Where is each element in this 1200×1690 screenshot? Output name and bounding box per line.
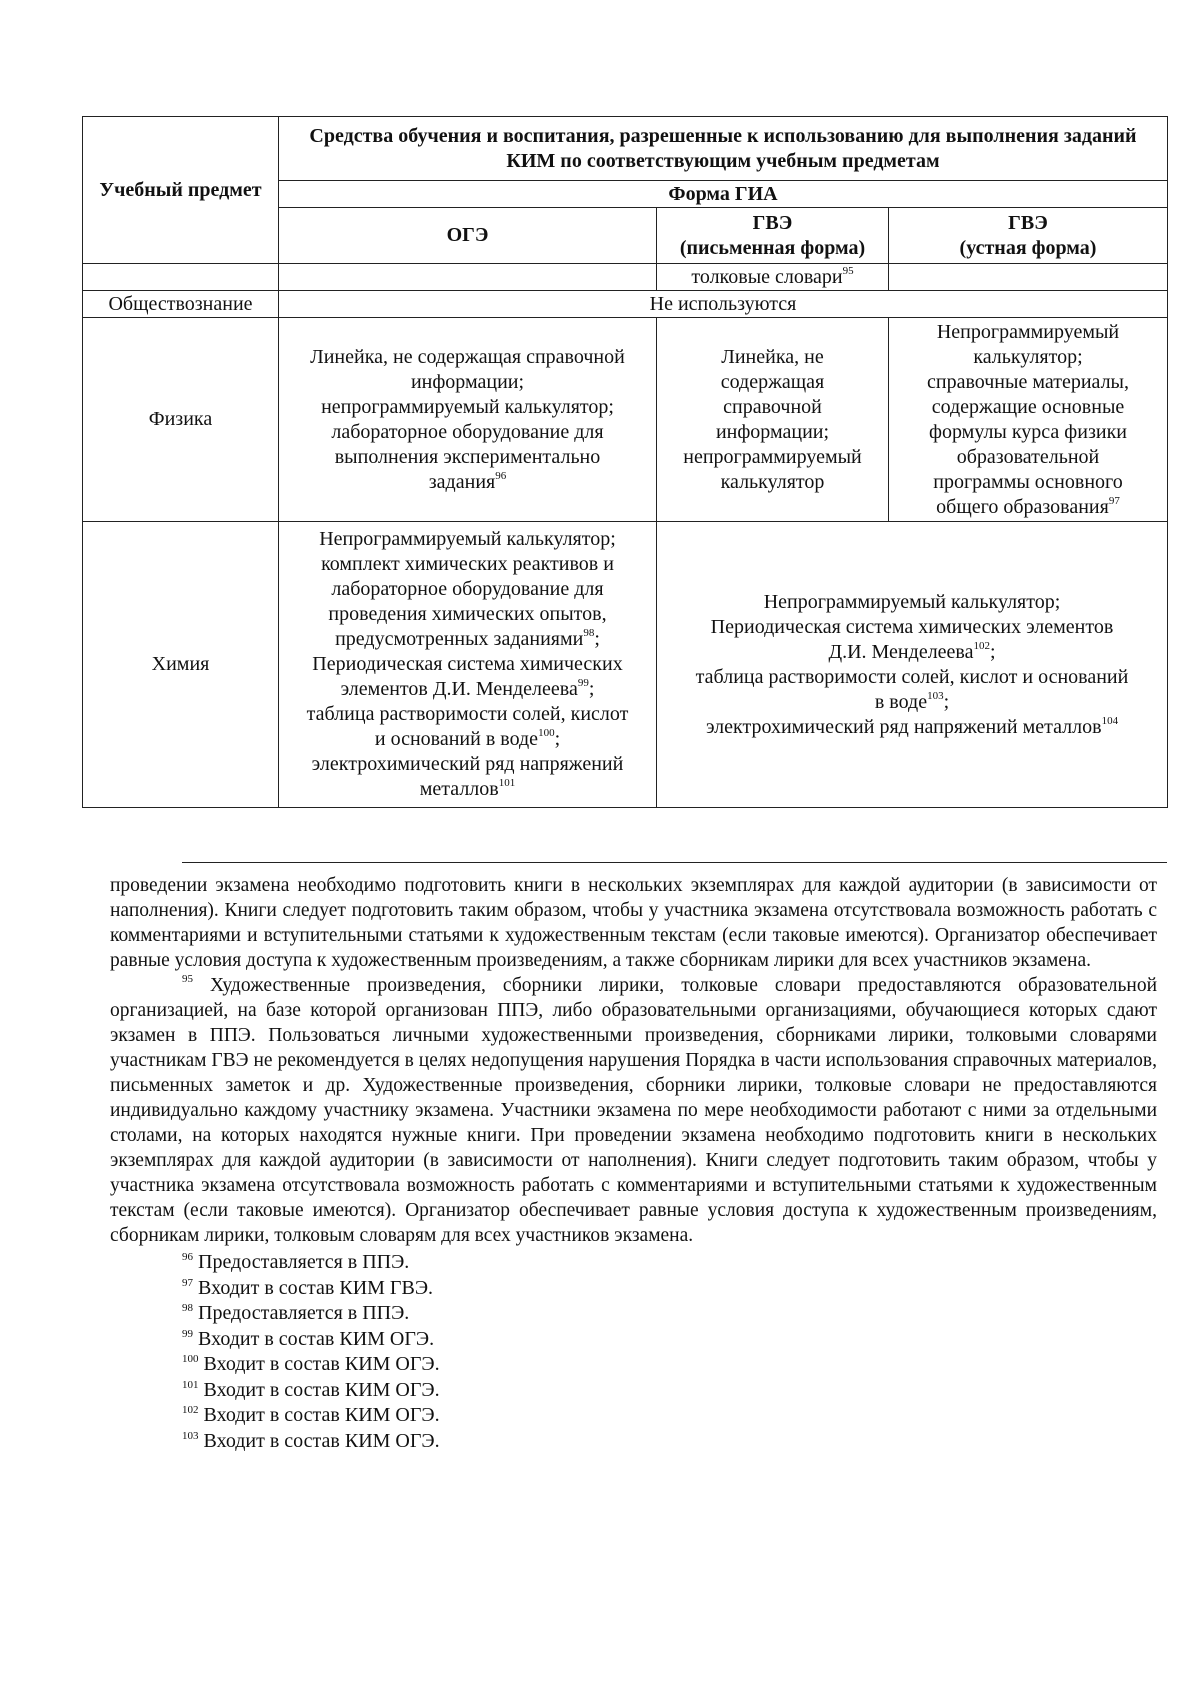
footnote-item <box>182 1403 1157 1429</box>
footnote-text: Входит в состав КИМ ОГЭ. <box>203 1378 440 1401</box>
footnote-item <box>182 1378 1157 1404</box>
footnote-number: 98 <box>182 1302 193 1314</box>
cell-line: программы основного <box>933 470 1123 493</box>
footnote-number: 99 <box>182 1327 193 1340</box>
header-gve-written-line2: (письменная форма) <box>679 236 866 259</box>
header-gve-oral <box>889 208 1168 264</box>
cell-line <box>285 677 650 702</box>
cell-subject: Химия <box>83 522 279 808</box>
cell-text: ; <box>943 690 950 713</box>
header-gve-oral-line2: (устная форма) <box>959 236 1097 259</box>
footnote-ref: 103 <box>927 689 944 702</box>
footnote-number: 100 <box>182 1353 199 1365</box>
cell-line: калькулятор; <box>973 345 1083 368</box>
header-tools: Средства обучения и воспитания, разрешенные к использованию для выполнения заданий КИМ по соответствующим учебным предметам <box>279 117 1168 181</box>
cell-line <box>663 640 1161 665</box>
header-gve-oral-line1: ГВЭ <box>1008 211 1048 234</box>
cell-line <box>285 727 650 752</box>
footnote-number: 95 <box>182 973 193 985</box>
cell-text: электрохимический ряд напряжений металлов <box>705 715 1102 738</box>
cell-line: образовательной <box>956 445 1100 468</box>
cell-line: информации; <box>715 420 830 443</box>
cell-subject: Физика <box>83 318 279 522</box>
cell-text: ; <box>554 728 561 750</box>
footnote-text: Предоставляется в ППЭ. <box>198 1302 410 1324</box>
cell-line: содержащая <box>720 370 825 393</box>
footnote-item <box>182 1301 1157 1327</box>
footnote-text: Входит в состав КИМ ОГЭ. <box>203 1429 440 1452</box>
cell-line <box>285 777 650 802</box>
cell-text: в воде <box>874 690 928 713</box>
cell-text: предусмотренных заданиями <box>335 628 584 650</box>
cell-line: формулы курса физики <box>929 420 1127 443</box>
cell-empty <box>279 264 657 291</box>
header-row-1 <box>83 117 1168 181</box>
footnote-item <box>182 1327 1157 1353</box>
cell-line: содержащие основные <box>931 395 1125 418</box>
footnote-item <box>182 1429 1157 1455</box>
cell-text: элементов Д.И. Менделеева <box>340 678 578 700</box>
footnotes <box>110 873 1157 1454</box>
table-row-physics <box>83 318 1168 522</box>
cell-line <box>895 495 1161 520</box>
footnote-number: 102 <box>182 1404 199 1416</box>
cell-physics-oge <box>279 318 657 522</box>
footnote-ref: 102 <box>973 639 990 652</box>
cell-line <box>285 470 650 495</box>
cell-chemistry-gve <box>657 522 1168 808</box>
cell-line: Периодическая система химических <box>312 653 623 675</box>
cell-line <box>663 690 1161 715</box>
footnote-ref: 98 <box>583 627 595 639</box>
header-gve-written <box>657 208 889 264</box>
cell-subject: Обществознание <box>83 291 279 318</box>
table-row-chemistry <box>83 522 1168 808</box>
footnote-text: Входит в состав КИМ ОГЭ. <box>203 1353 440 1375</box>
cell-line <box>285 627 650 652</box>
cell-line <box>663 715 1161 740</box>
cell-line: Линейка, не <box>721 345 824 368</box>
cell-line: информации; <box>410 370 525 393</box>
cell-text: толковые словари <box>691 265 843 288</box>
cell-text: и оснований в воде <box>374 728 539 750</box>
cell-text: металлов <box>419 778 499 800</box>
cell-line: Непрограммируемый калькулятор; <box>763 590 1061 613</box>
header-gve-written-line1: ГВЭ <box>752 211 793 234</box>
header-subject: Учебный предмет <box>83 117 279 264</box>
header-form-gia: Форма ГИА <box>279 181 1168 208</box>
footnote-text: Входит в состав КИМ ГВЭ. <box>198 1276 434 1299</box>
cell-text: ; <box>594 628 600 650</box>
footnote-text: Входит в состав КИМ ОГЭ. <box>198 1327 435 1350</box>
cell-line: непрограммируемый калькулятор; <box>321 395 614 418</box>
cell-physics-gve-oral <box>889 318 1168 522</box>
cell-empty <box>83 264 279 291</box>
cell-chemistry-oge <box>279 522 657 808</box>
footnote-number: 96 <box>182 1251 193 1263</box>
cell-line: комплект химических реактивов и <box>321 553 614 575</box>
cell-text: ; <box>989 640 996 663</box>
footnote-text: Входит в состав КИМ ОГЭ. <box>203 1404 440 1426</box>
cell-gve-written-dictionaries <box>657 264 889 291</box>
cell-line: выполнения экспериментально <box>334 445 601 468</box>
cell-line: лабораторное оборудование для <box>331 420 604 443</box>
footnote-ref: 96 <box>495 469 507 482</box>
cell-text: задания <box>428 470 496 493</box>
exam-tools-table <box>82 116 1168 808</box>
cell-line: проведения химических опытов, <box>328 603 607 625</box>
cell-line: справочной <box>723 395 822 418</box>
footnote-number: 97 <box>182 1276 193 1289</box>
footnote-ref: 97 <box>1108 494 1120 507</box>
footnote-list <box>110 1250 1157 1454</box>
cell-line: таблица растворимости солей, кислот и оснований <box>695 665 1129 688</box>
cell-line: Периодическая система химических элементов <box>710 615 1114 638</box>
footnote-item <box>182 1276 1157 1302</box>
footnote-number: 103 <box>182 1429 199 1442</box>
table-row-social-studies <box>83 291 1168 318</box>
cell-line: калькулятор <box>720 470 825 493</box>
footnote-item <box>182 1352 1157 1378</box>
footnote-ref: 101 <box>498 777 516 789</box>
cell-line: Непрограммируемый калькулятор; <box>319 528 616 550</box>
cell-line: таблица растворимости солей, кислот <box>306 703 629 725</box>
footnote-ref: 100 <box>538 727 555 739</box>
footnote-95 <box>110 973 1157 1248</box>
cell-line: Непрограммируемый <box>936 320 1120 343</box>
footnote-ref: 104 <box>1101 714 1119 727</box>
footnote-item <box>182 1250 1157 1276</box>
cell-line: лабораторное оборудование для <box>331 578 604 600</box>
cell-line: электрохимический ряд напряжений <box>311 753 624 775</box>
footnote-ref: 99 <box>577 677 589 689</box>
cell-line: справочные материалы, <box>927 370 1129 393</box>
footnote-continuation: проведении экзамена необходимо подготовить книги в нескольких экземплярах для каждой аудитории (в зависимости от наполнения). Книги следует подготовить таким образом, чтобы у участника экзамена отсутствовала возможность работать с комментариями и вступительными статьями к художественным текстам (если таковые имеются). Организатор обеспечивает равные условия доступа к художественным произведениям, а также сборникам лирики для всех участников экзамена. <box>110 875 1157 971</box>
cell-empty <box>889 264 1168 291</box>
cell-text: Д.И. Менделеева <box>828 640 974 663</box>
footnote-text: Предоставляется в ППЭ. <box>198 1251 410 1273</box>
footnote-ref: 95 <box>842 264 854 277</box>
cell-not-used: Не используются <box>279 291 1168 318</box>
cell-text: ; <box>588 678 595 700</box>
cell-physics-gve-written <box>657 318 889 522</box>
footnote-text: Художественные произведения, сборники лирики, толковые словари предоставляются образовательной организацией, на базе которой организован ППЭ, либо образовательными организациями, обучающиеся которых сдают экзамен в ППЭ. Пользоваться личными художественными произведения, сборниками лирики, толковыми словарями участникам ГВЭ не рекомендуется в целях недопущения нарушения Порядка в части использования справочных материалов, письменных заметок и др. Художественные произведения, сборники лирики, толковые словари не предоставляются индивидуально каждому участнику экзамена. Участники экзамена по мере необходимости работают с ними за отдельными столами, на которых находятся нужные книги. При проведении экзамена необходимо подготовить книги в нескольких экземплярах для каждой аудитории (в зависимости от наполнения). Книги следует подготовить таким образом, чтобы у участника экзамена отсутствовала возможность работать с комментариями и вступительными статьями к художественным текстам (если таковые имеются). Организатор обеспечивает равные условия доступа к художественным произведениям, сборникам лирики, толковым словарям для всех участников экзамена. <box>110 975 1158 1246</box>
footnote-separator <box>182 862 1167 863</box>
table-row-continued <box>83 264 1168 291</box>
cell-line: Линейка, не содержащая справочной <box>310 345 625 368</box>
cell-text: общего образования <box>936 495 1109 518</box>
header-oge: ОГЭ <box>279 208 657 264</box>
footnote-number: 101 <box>182 1378 199 1391</box>
cell-line: непрограммируемый <box>683 445 862 468</box>
